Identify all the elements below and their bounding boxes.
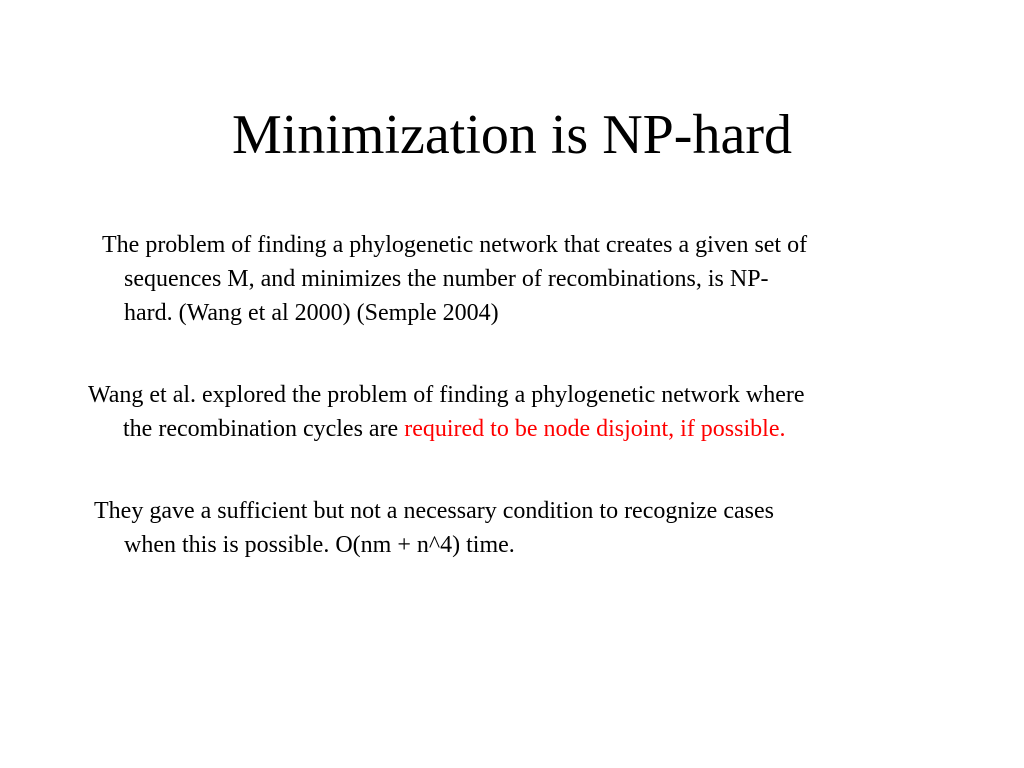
paragraph-line: hard. (Wang et al 2000) (Semple 2004) <box>124 300 499 326</box>
paragraph-np-hard <box>102 228 807 330</box>
slide-title: Minimization is NP-hard <box>232 104 792 166</box>
paragraph-sufficient-condition <box>94 494 774 562</box>
paragraph-line: when this is possible. O(nm + n^4) time. <box>124 532 515 558</box>
paragraph-line: Wang et al. explored the problem of finding a phylogenetic network where <box>88 382 805 408</box>
paragraph-wang-et-al <box>88 378 805 446</box>
line-text: the recombination cycles are <box>123 416 405 442</box>
paragraph-line: They gave a sufficient but not a necessary condition to recognize cases <box>94 498 774 524</box>
paragraph-line: The problem of finding a phylogenetic network that creates a given set of <box>102 232 808 258</box>
paragraph-line <box>88 412 805 446</box>
highlighted-text: required to be node disjoint, if possible. <box>404 416 786 442</box>
paragraph-line: sequences M, and minimizes the number of recombinations, is NP- <box>124 266 769 292</box>
